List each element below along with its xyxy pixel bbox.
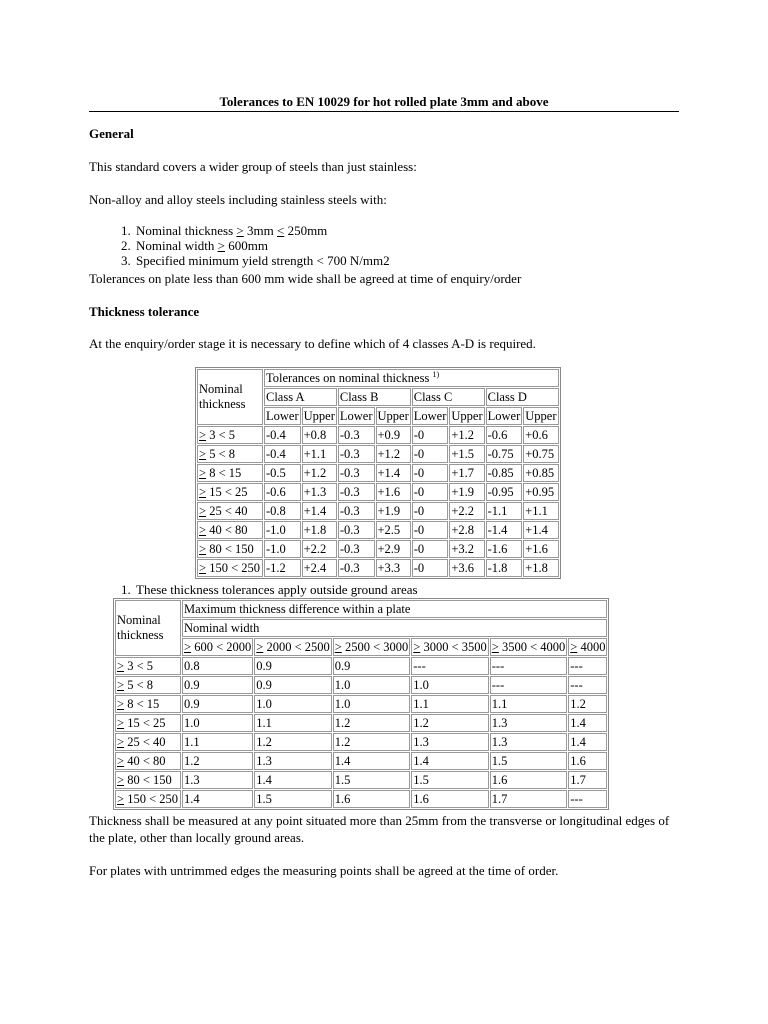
table-row — [197, 445, 559, 463]
tolerance-cell: -0.95 — [486, 483, 523, 501]
narrow-plate-note: Tolerances on plate less than 600 mm wide shall be agreed at time of enquiry/order — [89, 271, 522, 286]
table-row — [115, 752, 607, 770]
intro-paragraph-2: Non-alloy and alloy steels including stainless steels with: — [89, 192, 387, 207]
difference-cell: 1.3 — [182, 771, 253, 789]
upper-header: Upper — [451, 409, 483, 423]
greater-equal-symbol: > — [236, 223, 244, 238]
difference-cell: 1.4 — [333, 752, 411, 770]
range-value: 25 < 40 — [127, 735, 166, 749]
difference-cell: 1.6 — [490, 771, 568, 789]
tolerance-cell: +2.5 — [376, 521, 411, 539]
difference-cell: 1.7 — [490, 790, 568, 808]
class-header: Class A — [264, 388, 337, 406]
difference-cell: 0.9 — [182, 676, 253, 694]
difference-cell: 1.1 — [490, 695, 568, 713]
tolerance-cell: -0 — [412, 521, 449, 539]
table-header-row — [115, 619, 607, 637]
difference-cell: 1.4 — [568, 733, 607, 751]
footnote-marker: 1) — [432, 369, 440, 379]
range-value: 8 < 15 — [209, 466, 242, 480]
width-range-header — [254, 638, 332, 656]
greater-equal-symbol: > — [199, 447, 207, 461]
nominal-thickness-cell — [197, 559, 263, 577]
difference-cell: --- — [568, 657, 607, 675]
footnote-list — [89, 582, 418, 597]
nominal-thickness-cell — [197, 521, 263, 539]
greater-equal-symbol: > — [199, 561, 207, 575]
tolerance-cell: +1.4 — [302, 502, 337, 520]
tolerance-cell: +0.75 — [523, 445, 558, 463]
tolerance-cell: +1.1 — [523, 502, 558, 520]
enquiry-paragraph: At the enquiry/order stage it is necessary to define which of 4 classes A-D is required. — [89, 336, 536, 351]
requirement-text: Specified minimum yield strength < 700 N/mm2 — [136, 253, 390, 268]
tolerance-cell: +1.5 — [449, 445, 484, 463]
tolerance-cell: +0.8 — [302, 426, 337, 444]
difference-cell: 1.0 — [333, 695, 411, 713]
tolerance-cell: -0.3 — [338, 464, 375, 482]
table-row — [115, 733, 607, 751]
table-row — [197, 426, 559, 444]
greater-equal-symbol: > — [199, 428, 207, 442]
difference-cell: 1.1 — [411, 695, 489, 713]
difference-cell: 1.4 — [254, 771, 332, 789]
tolerance-cell: -1.1 — [486, 502, 523, 520]
tolerance-cell: +1.2 — [376, 445, 411, 463]
greater-equal-symbol: > — [117, 792, 125, 806]
max-difference-header: Maximum thickness difference within a plate — [182, 600, 607, 618]
nominal-thickness-cell — [197, 483, 263, 501]
nominal-thickness-cell — [115, 771, 181, 789]
difference-cell: 1.6 — [568, 752, 607, 770]
range-value: 40 < 80 — [209, 523, 248, 537]
difference-cell: 1.2 — [333, 714, 411, 732]
difference-cell: 1.2 — [254, 733, 332, 751]
document-title: Tolerances to EN 10029 for hot rolled plate 3mm and above — [219, 94, 549, 109]
requirement-item — [134, 253, 390, 268]
tolerance-cell: -0.6 — [486, 426, 523, 444]
nominal-thickness-header: Nominal thickness — [197, 369, 263, 425]
difference-cell: 1.3 — [411, 733, 489, 751]
tolerance-cell: +1.9 — [376, 502, 411, 520]
difference-cell: 1.5 — [254, 790, 332, 808]
range-value: 15 < 25 — [127, 716, 166, 730]
difference-cell: 1.4 — [182, 790, 253, 808]
class-header: Class C — [412, 388, 485, 406]
nominal-thickness-cell — [115, 657, 181, 675]
thickness-difference-table — [113, 598, 609, 810]
tolerance-cell: +0.9 — [376, 426, 411, 444]
table-header-row — [115, 600, 607, 618]
nominal-thickness-cell — [197, 445, 263, 463]
difference-cell: 0.9 — [333, 657, 411, 675]
greater-equal-symbol: > — [413, 640, 421, 654]
tolerance-cell: +0.95 — [523, 483, 558, 501]
table-row — [115, 676, 607, 694]
tolerance-cell: +1.9 — [449, 483, 484, 501]
table-row — [197, 521, 559, 539]
tolerance-cell: +1.8 — [302, 521, 337, 539]
table-row — [197, 540, 559, 558]
tolerance-cell: +1.4 — [376, 464, 411, 482]
lower-header: Lower — [413, 409, 447, 423]
greater-equal-symbol: > — [117, 754, 125, 768]
upper-header: Upper — [525, 409, 557, 423]
table-header-row — [115, 638, 607, 656]
width-range-value: 2000 < 2500 — [266, 640, 330, 654]
nominal-thickness-header: Nominal thickness — [115, 600, 181, 656]
greater-equal-symbol: > — [199, 485, 207, 499]
tolerance-cell: +1.3 — [302, 483, 337, 501]
difference-cell: 1.1 — [182, 733, 253, 751]
tolerance-cell: -0 — [412, 540, 449, 558]
tolerance-cell: -1.2 — [264, 559, 301, 577]
nominal-thickness-cell — [197, 502, 263, 520]
nominal-thickness-cell — [115, 695, 181, 713]
difference-cell: 1.3 — [490, 714, 568, 732]
greater-equal-symbol: > — [217, 238, 225, 253]
width-range-header — [568, 638, 607, 656]
class-header: Class D — [486, 388, 559, 406]
tolerance-cell: +1.6 — [376, 483, 411, 501]
table-row — [115, 771, 607, 789]
difference-cell: --- — [490, 657, 568, 675]
range-value: 150 < 250 — [127, 792, 178, 806]
tolerance-cell: -0 — [412, 502, 449, 520]
tolerance-cell: -0.4 — [264, 426, 301, 444]
difference-cell: 1.0 — [254, 695, 332, 713]
intro-paragraph-1: This standard covers a wider group of steels than just stainless: — [89, 159, 417, 174]
greater-equal-symbol: > — [117, 697, 125, 711]
table-header-row — [197, 369, 559, 387]
less-equal-symbol: < — [276, 223, 285, 238]
difference-cell: 1.3 — [490, 733, 568, 751]
table-row — [115, 714, 607, 732]
difference-cell: 1.7 — [568, 771, 607, 789]
table-row — [115, 657, 607, 675]
range-value: 80 < 150 — [127, 773, 172, 787]
requirement-value: 250mm — [284, 223, 328, 238]
group-header-text: Tolerances on nominal thickness — [266, 371, 430, 385]
range-value: 8 < 15 — [127, 697, 160, 711]
requirement-value: 600mm — [224, 238, 268, 253]
nominal-thickness-cell — [197, 426, 263, 444]
difference-cell: 1.3 — [254, 752, 332, 770]
greater-equal-symbol: > — [570, 640, 578, 654]
tolerance-cell: +2.2 — [449, 502, 484, 520]
tolerance-cell: -0 — [412, 483, 449, 501]
difference-cell: 1.4 — [411, 752, 489, 770]
greater-equal-symbol: > — [117, 678, 125, 692]
tolerance-cell: +1.7 — [449, 464, 484, 482]
tolerance-cell: +2.9 — [376, 540, 411, 558]
tolerance-cell: +1.4 — [523, 521, 558, 539]
nominal-thickness-cell — [115, 752, 181, 770]
range-value: 15 < 25 — [209, 485, 248, 499]
tolerance-cell: -0.75 — [486, 445, 523, 463]
tolerance-cell: +2.8 — [449, 521, 484, 539]
tolerance-cell: +1.2 — [449, 426, 484, 444]
requirement-text: Nominal width — [136, 238, 218, 253]
nominal-width-header: Nominal width — [182, 619, 607, 637]
difference-cell: 1.6 — [333, 790, 411, 808]
tolerance-cell: +0.6 — [523, 426, 558, 444]
greater-equal-symbol: > — [199, 523, 207, 537]
tolerance-cell: -0.8 — [264, 502, 301, 520]
thickness-heading: Thickness tolerance — [89, 304, 200, 319]
greater-equal-symbol: > — [334, 640, 342, 654]
tolerance-group-header — [264, 369, 559, 387]
difference-cell: 1.6 — [411, 790, 489, 808]
greater-equal-symbol: > — [184, 640, 192, 654]
difference-cell: 1.0 — [333, 676, 411, 694]
table-row — [115, 695, 607, 713]
class-header: Class B — [338, 388, 411, 406]
tolerance-cell: -1.8 — [486, 559, 523, 577]
tolerance-cell: +3.3 — [376, 559, 411, 577]
difference-cell: --- — [490, 676, 568, 694]
difference-cell: 1.5 — [490, 752, 568, 770]
nominal-thickness-cell — [197, 464, 263, 482]
width-range-value: 3000 < 3500 — [423, 640, 487, 654]
footnote-item: 1. These thickness tolerances apply outside ground areas — [134, 582, 418, 597]
table-row — [115, 790, 607, 808]
table-row — [197, 483, 559, 501]
requirement-value: 3mm — [243, 223, 277, 238]
thickness-tolerance-table — [195, 367, 561, 579]
greater-equal-symbol: > — [117, 716, 125, 730]
tolerance-cell: +2.2 — [302, 540, 337, 558]
difference-cell: --- — [568, 790, 607, 808]
difference-cell: 1.5 — [411, 771, 489, 789]
difference-cell: --- — [411, 657, 489, 675]
range-value: 5 < 8 — [127, 678, 153, 692]
range-value: 40 < 80 — [127, 754, 166, 768]
difference-cell: 0.9 — [254, 657, 332, 675]
tolerance-cell: -0.3 — [338, 540, 375, 558]
range-value: 3 < 5 — [209, 428, 235, 442]
difference-cell: 1.2 — [411, 714, 489, 732]
tolerance-cell: -0.3 — [338, 559, 375, 577]
greater-equal-symbol: > — [117, 773, 125, 787]
nominal-thickness-cell — [197, 540, 263, 558]
width-range-header — [411, 638, 489, 656]
tolerance-cell: +0.85 — [523, 464, 558, 482]
tolerance-cell: -0.3 — [338, 502, 375, 520]
tolerance-cell: -1.4 — [486, 521, 523, 539]
nominal-thickness-cell — [115, 733, 181, 751]
tolerance-cell: -0 — [412, 559, 449, 577]
greater-equal-symbol: > — [256, 640, 264, 654]
width-range-header — [333, 638, 411, 656]
tolerance-cell: -0.6 — [264, 483, 301, 501]
range-value: 3 < 5 — [127, 659, 153, 673]
difference-cell: 1.1 — [254, 714, 332, 732]
upper-header: Upper — [303, 409, 335, 423]
difference-cell: 1.0 — [411, 676, 489, 694]
width-range-value: 3500 < 4000 — [501, 640, 566, 654]
difference-cell: 0.9 — [182, 695, 253, 713]
tolerance-cell: -0 — [412, 445, 449, 463]
difference-cell: 1.5 — [333, 771, 411, 789]
difference-cell: 1.2 — [333, 733, 411, 751]
tolerance-cell: +3.6 — [449, 559, 484, 577]
title-rule — [89, 111, 679, 112]
width-range-value: 4000 — [580, 640, 606, 654]
tolerance-cell: -0.85 — [486, 464, 523, 482]
table-row — [197, 559, 559, 577]
difference-cell: 1.2 — [182, 752, 253, 770]
difference-cell: 1.2 — [568, 695, 607, 713]
greater-equal-symbol: > — [491, 640, 499, 654]
width-range-header — [490, 638, 568, 656]
width-range-value: 600 < 2000 — [194, 640, 252, 654]
range-value: 25 < 40 — [209, 504, 248, 518]
lower-header: Lower — [266, 409, 299, 423]
measurement-note: Thickness shall be measured at any point situated more than 25mm from the transverse or longitudinal edges of the plate, other than locally ground areas. — [89, 813, 670, 845]
lower-header: Lower — [339, 409, 373, 423]
requirement-text: Nominal thickness — [136, 223, 237, 238]
table-row — [197, 464, 559, 482]
general-heading: General — [89, 126, 134, 141]
greater-equal-symbol: > — [117, 659, 125, 673]
tolerance-cell: -0.3 — [338, 483, 375, 501]
tolerance-cell: -0.5 — [264, 464, 301, 482]
greater-equal-symbol: > — [199, 466, 207, 480]
tolerance-cell: +1.6 — [523, 540, 558, 558]
untrimmed-edges-note: For plates with untrimmed edges the measuring points shall be agreed at the time of order. — [89, 863, 559, 878]
nominal-thickness-cell — [115, 714, 181, 732]
requirement-item — [134, 238, 390, 253]
tolerance-cell: +3.2 — [449, 540, 484, 558]
greater-equal-symbol: > — [117, 735, 125, 749]
tolerance-cell: +1.8 — [523, 559, 558, 577]
requirement-item — [134, 223, 390, 238]
tolerance-cell: -0.3 — [338, 426, 375, 444]
greater-equal-symbol: > — [199, 504, 207, 518]
range-value: 80 < 150 — [209, 542, 254, 556]
table-row — [197, 502, 559, 520]
tolerance-cell: -1.0 — [264, 521, 301, 539]
difference-cell: --- — [568, 676, 607, 694]
tolerance-cell: -0.4 — [264, 445, 301, 463]
difference-cell: 0.9 — [254, 676, 332, 694]
upper-header: Upper — [377, 409, 409, 423]
tolerance-cell: -0.3 — [338, 521, 375, 539]
nominal-thickness-cell — [115, 790, 181, 808]
greater-equal-symbol: > — [199, 542, 207, 556]
requirements-list — [89, 223, 390, 268]
range-value: 150 < 250 — [209, 561, 260, 575]
difference-cell: 0.8 — [182, 657, 253, 675]
range-value: 5 < 8 — [209, 447, 235, 461]
nominal-thickness-cell — [115, 676, 181, 694]
tolerance-cell: -1.0 — [264, 540, 301, 558]
lower-header: Lower — [487, 409, 521, 423]
tolerance-cell: +2.4 — [302, 559, 337, 577]
difference-cell: 1.0 — [182, 714, 253, 732]
tolerance-cell: +1.2 — [302, 464, 337, 482]
tolerance-cell: -0.3 — [338, 445, 375, 463]
tolerance-cell: -0 — [412, 464, 449, 482]
tolerance-cell: -0 — [412, 426, 449, 444]
tolerance-cell: +1.1 — [302, 445, 337, 463]
width-range-header — [182, 638, 253, 656]
tolerance-cell: -1.6 — [486, 540, 523, 558]
width-range-value: 2500 < 3000 — [344, 640, 409, 654]
difference-cell: 1.4 — [568, 714, 607, 732]
